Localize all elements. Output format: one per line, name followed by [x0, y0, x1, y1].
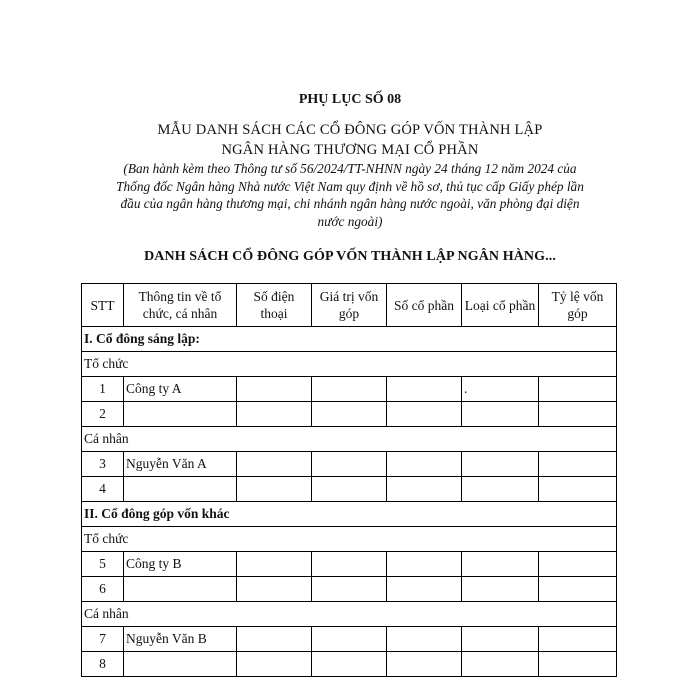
row-ratio [539, 452, 617, 477]
row-share-type: . [462, 377, 539, 402]
row-phone [237, 552, 312, 577]
row-name: Nguyễn Văn A [124, 452, 237, 477]
section-label: II. Cổ đông góp vốn khác [82, 502, 617, 527]
header-stt: STT [82, 284, 124, 327]
row-stt: 6 [82, 577, 124, 602]
issuance-note-line: đầu của ngân hàng thương mại, chi nhánh ngân hàng nước ngoài, văn phòng đại diện [120, 196, 580, 211]
row-capital-value [312, 577, 387, 602]
row-share-type [462, 652, 539, 677]
group-row [82, 427, 617, 452]
row-ratio [539, 577, 617, 602]
row-capital-value [312, 627, 387, 652]
row-ratio [539, 402, 617, 427]
row-stt: 3 [82, 452, 124, 477]
row-share-type [462, 627, 539, 652]
section-row [82, 327, 617, 352]
header-ratio: Tỷ lệ vốn góp [539, 284, 617, 327]
row-phone [237, 477, 312, 502]
row-share-type [462, 452, 539, 477]
row-phone [237, 627, 312, 652]
table-row [82, 377, 617, 402]
row-phone [237, 452, 312, 477]
row-name: Nguyễn Văn B [124, 627, 237, 652]
row-share-type [462, 552, 539, 577]
section-label: I. Cổ đông sáng lập: [82, 327, 617, 352]
shareholder-table [81, 283, 617, 677]
header-share-type: Loại cổ phần [462, 284, 539, 327]
row-stt: 4 [82, 477, 124, 502]
list-heading: DANH SÁCH CỔ ĐÔNG GÓP VỐN THÀNH LẬP NGÂN HÀNG... [144, 249, 556, 264]
row-capital-value [312, 402, 387, 427]
row-capital-value [312, 552, 387, 577]
header-capital-value: Giá trị vốn góp [312, 284, 387, 327]
row-share-type [462, 577, 539, 602]
row-name: Công ty B [124, 552, 237, 577]
row-name [124, 577, 237, 602]
row-shares [387, 627, 462, 652]
row-shares [387, 377, 462, 402]
row-ratio [539, 627, 617, 652]
row-phone [237, 402, 312, 427]
group-label: Cá nhân [82, 427, 617, 452]
group-label: Cá nhân [82, 602, 617, 627]
table-row [82, 402, 617, 427]
issuance-note-line: nước ngoài) [317, 213, 383, 229]
row-phone [237, 377, 312, 402]
row-shares [387, 477, 462, 502]
table-row [82, 452, 617, 477]
row-shares [387, 577, 462, 602]
group-label: Tổ chức [82, 352, 617, 377]
table-row [82, 552, 617, 577]
table-row [82, 477, 617, 502]
row-phone [237, 652, 312, 677]
table-row [82, 652, 617, 677]
row-share-type [462, 402, 539, 427]
row-share-type [462, 477, 539, 502]
section-row [82, 502, 617, 527]
table-row [82, 577, 617, 602]
row-shares [387, 402, 462, 427]
row-stt: 5 [82, 552, 124, 577]
form-title-line-1: MẪU DANH SÁCH CÁC CỔ ĐÔNG GÓP VỐN THÀNH LẬP [157, 122, 543, 138]
header-shares: Số cổ phần [387, 284, 462, 327]
header-info: Thông tin về tổ chức, cá nhân [124, 284, 237, 327]
row-ratio [539, 377, 617, 402]
row-capital-value [312, 377, 387, 402]
table-row [82, 627, 617, 652]
form-title-line-2: NGÂN HÀNG THƯƠNG MẠI CỔ PHẦN [221, 142, 479, 158]
row-name [124, 477, 237, 502]
row-stt: 2 [82, 402, 124, 427]
row-stt: 1 [82, 377, 124, 402]
row-name: Công ty A [124, 377, 237, 402]
appendix-title: PHỤ LỤC SỐ 08 [298, 92, 402, 107]
row-name [124, 402, 237, 427]
row-stt: 8 [82, 652, 124, 677]
row-phone [237, 577, 312, 602]
row-shares [387, 652, 462, 677]
group-row [82, 352, 617, 377]
row-ratio [539, 477, 617, 502]
group-label: Tổ chức [82, 527, 617, 552]
row-shares [387, 452, 462, 477]
row-stt: 7 [82, 627, 124, 652]
group-row [82, 602, 617, 627]
row-capital-value [312, 452, 387, 477]
row-name [124, 652, 237, 677]
issuance-note-line: (Ban hành kèm theo Thông tư số 56/2024/TT-NHNN ngày 24 tháng 12 năm 2024 của [123, 161, 577, 176]
group-row [82, 527, 617, 552]
row-ratio [539, 652, 617, 677]
row-capital-value [312, 477, 387, 502]
row-ratio [539, 552, 617, 577]
issuance-note-line: Thống đốc Ngân hàng Nhà nước Việt Nam quy định về hồ sơ, thủ tục cấp Giấy phép lần [116, 178, 584, 194]
row-capital-value [312, 652, 387, 677]
issuance-note [100, 160, 600, 230]
row-shares [387, 552, 462, 577]
header-phone: Số điện thoại [237, 284, 312, 327]
table-header-row [82, 284, 617, 327]
